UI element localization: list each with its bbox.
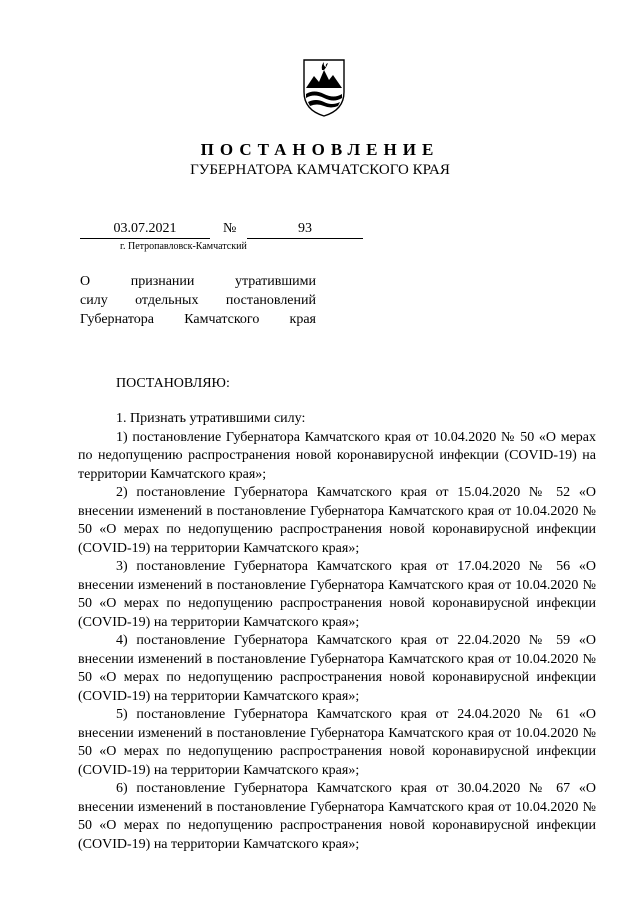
heading-word: Камчатского xyxy=(184,312,260,327)
heading-word: постановлений xyxy=(225,293,316,308)
heading-line xyxy=(80,272,316,291)
heading-word: утратившими xyxy=(234,274,316,289)
paragraph-item: 4) постановление Губернатора Камчатского края от 22.04.2020 № 59 «О внесении изменений в постановление Губернатора Камчатского края от 10.04.2020 № 50 «О мерах по недопущению распространения новой коронавирусной инфекции (COVID-19) на территории Камчатского края»; xyxy=(78,633,596,704)
document-body xyxy=(78,410,596,854)
paragraph-item: 5) постановление Губернатора Камчатского края от 24.04.2020 № 61 «О внесении изменений в постановление Губернатора Камчатского края от 10.04.2020 № 50 «О мерах по недопущению распространения новой коронавирусной инфекции (COVID-19) на территории Камчатского края»; xyxy=(78,707,596,778)
document-subtitle: ГУБЕРНАТОРА КАМЧАТСКОГО КРАЯ xyxy=(190,162,450,178)
paragraph-item: 1) постановление Губернатора Камчатского края от 10.04.2020 № 50 «О мерах по недопущению распространения новой коронавирусной инфекции (COVID-19) на территории Камчатского края»; xyxy=(78,429,596,482)
document-title: ПОСТАНОВЛЕНИЕ xyxy=(200,140,440,159)
heading-word: Губернатора xyxy=(80,312,155,327)
coat-of-arms-icon xyxy=(302,58,346,118)
document-meta xyxy=(80,220,370,260)
heading-line xyxy=(80,310,316,329)
document-date: 03.07.2021 xyxy=(80,220,210,239)
number-sign: № xyxy=(223,221,237,236)
document-heading xyxy=(80,272,316,329)
paragraph-item: 2) постановление Губернатора Камчатского края от 15.04.2020 № 52 «О внесении изменений в постановление Губернатора Камчатского края от 10.04.2020 № 50 «О мерах по недопущению распространения новой коронавирусной инфекции (COVID-19) на территории Камчатского края»; xyxy=(78,485,596,556)
document-city: г. Петропавловск-Камчатский xyxy=(120,241,247,252)
document-number: 93 xyxy=(247,220,363,239)
heading-word: отдельных xyxy=(135,293,199,308)
paragraph-item: 3) постановление Губернатора Камчатского края от 17.04.2020 № 56 «О внесении изменений в постановление Губернатора Камчатского края от 10.04.2020 № 50 «О мерах по недопущению распространения новой коронавирусной инфекции (COVID-19) на территории Камчатского края»; xyxy=(78,559,596,630)
paragraph-intro: 1. Признать утратившими силу: xyxy=(116,411,306,426)
heading-word: признании xyxy=(130,274,195,289)
heading-word: силу xyxy=(80,293,108,308)
decree-word: ПОСТАНОВЛЯЮ: xyxy=(116,376,230,391)
heading-word: О xyxy=(80,274,91,289)
heading-word: края xyxy=(289,312,316,327)
paragraph-item: 6) постановление Губернатора Камчатского края от 30.04.2020 № 67 «О внесении изменений в постановление Губернатора Камчатского края от 10.04.2020 № 50 «О мерах по недопущению распространения новой коронавирусной инфекции (COVID-19) на территории Камчатского края»; xyxy=(78,781,596,852)
heading-line xyxy=(80,291,316,310)
